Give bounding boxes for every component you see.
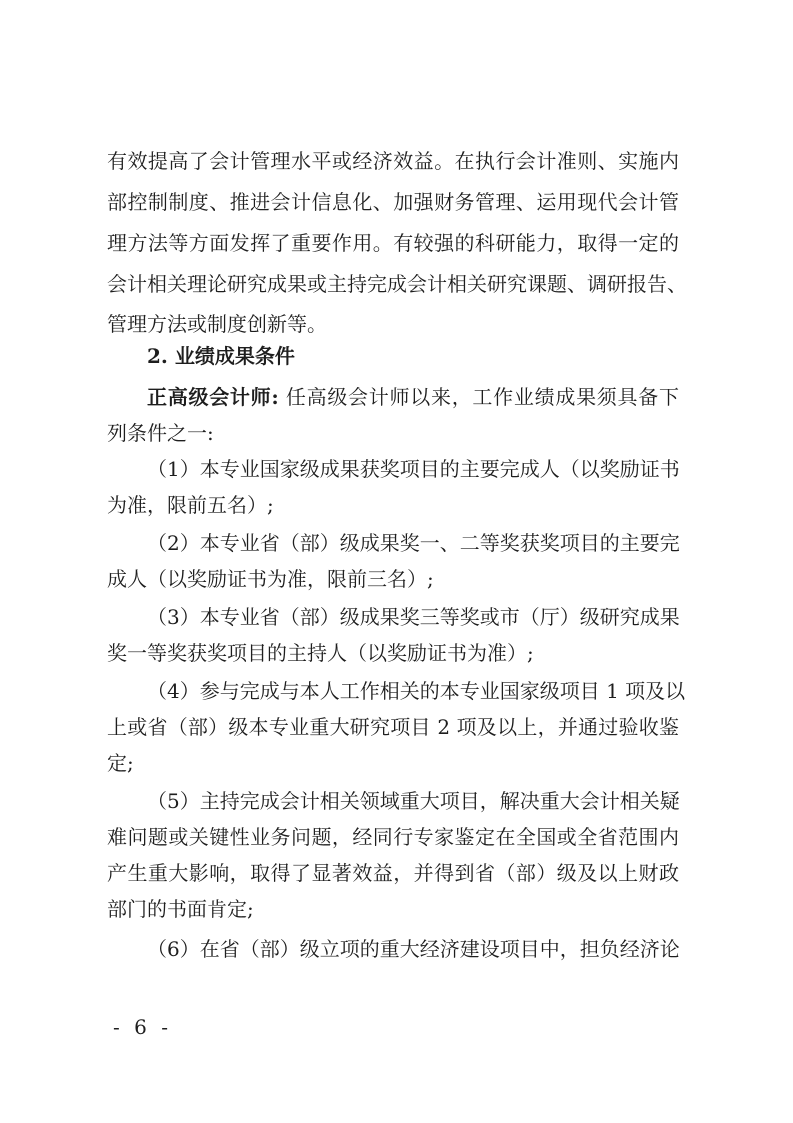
list-item-line: （2）本专业省（部）级成果奖一、二等奖获奖项目的主要完 [147, 531, 680, 555]
list-item-line: （6）在省（部）级立项的重大经济建设项目中，担负经济论 [147, 937, 680, 961]
paragraph-line: 有效提高了会计管理水平或经济效益。在执行会计准则、实施内 [107, 149, 679, 173]
paragraph-line: 理方法等方面发挥了重要作用。有较强的科研能力，取得一定的 [107, 231, 679, 255]
list-item-line: 部门的书面肯定; [107, 897, 254, 921]
list-item-line: 产生重大影响，取得了显著效益，并得到省（部）级及以上财政 [107, 861, 679, 885]
paragraph-line: 列条件之一: [107, 421, 214, 445]
list-item-line: （3）本专业省（部）级成果奖三等奖或市（厅）级研究成果 [147, 605, 680, 629]
paragraph-line: 部控制制度、推进会计信息化、加强财务管理、运用现代会计管 [107, 190, 679, 214]
lead-label: 正高级会计师: [147, 385, 279, 409]
section-heading: 2. 业绩成果条件 [147, 344, 295, 368]
paragraph-line: 会计相关理论研究成果或主持完成会计相关研究课题、调研报告、 [107, 272, 687, 296]
list-item-line: 定; [107, 751, 134, 775]
lead-text: 任高级会计师以来，工作业绩成果须具备下 [278, 385, 679, 409]
paragraph-line: 管理方法或制度创新等。 [107, 312, 327, 336]
list-item-line: 成人（以奖励证书为准，限前三名）; [107, 567, 434, 591]
list-item-line: 奖一等奖获奖项目的主持人（以奖励证书为准）; [107, 641, 534, 665]
list-item-line: （5）主持完成会计相关领域重大项目，解决重大会计相关疑 [147, 789, 680, 813]
list-item-line: 为准，限前五名）; [107, 493, 274, 517]
list-item-line: （1）本专业国家级成果获奖项目的主要完成人（以奖励证书 [147, 457, 680, 481]
list-item-line: 难问题或关键性业务问题，经同行专家鉴定在全国或全省范围内 [107, 825, 679, 849]
list-item-line: 上或省（部）级本专业重大研究项目 2 项及以上，并通过验收鉴 [107, 715, 679, 739]
page-number: - 6 - [113, 1015, 172, 1039]
list-item-line: （4）参与完成与本人工作相关的本专业国家级项目 1 项及以 [147, 679, 686, 703]
lead-paragraph-line [147, 377, 679, 417]
